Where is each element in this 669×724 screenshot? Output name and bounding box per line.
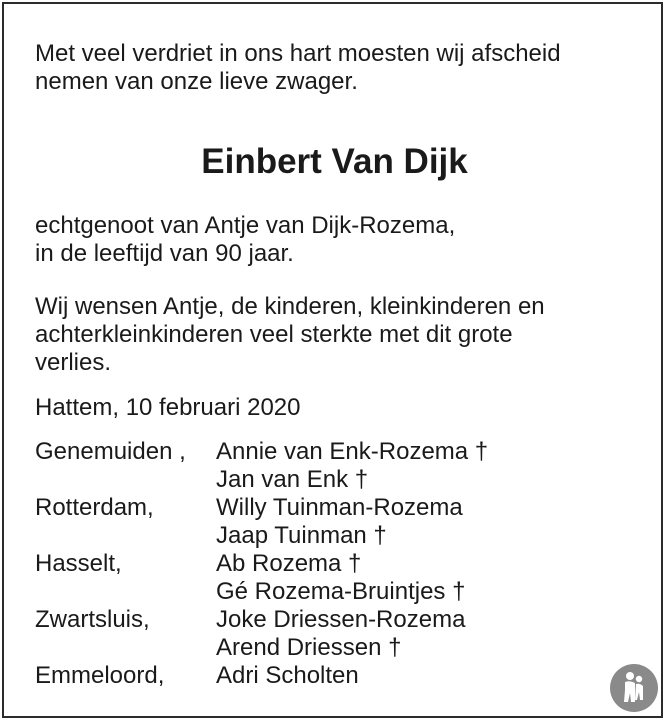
memorial-figure-icon bbox=[610, 664, 658, 712]
place-date: Hattem, 10 februari 2020 bbox=[35, 394, 301, 421]
family-place: Hasselt, bbox=[35, 550, 122, 577]
family-place: Genemuiden , bbox=[35, 438, 186, 465]
family-name: Adri Scholten bbox=[216, 662, 359, 689]
family-place: Emmeloord, bbox=[35, 662, 165, 689]
family-place: Rotterdam, bbox=[35, 494, 154, 521]
family-name: Gé Rozema-Bruintjes † bbox=[216, 578, 466, 605]
wishes-line-1: Wij wensen Antje, de kinderen, kleinkinderen en bbox=[35, 293, 545, 320]
deceased-name: Einbert Van Dijk bbox=[201, 142, 468, 181]
family-name: Jan van Enk † bbox=[216, 466, 369, 493]
family-name: Ab Rozema † bbox=[216, 550, 362, 577]
wishes-line-2: achterkleinkinderen veel sterkte met dit grote bbox=[35, 321, 513, 348]
family-name: Arend Driessen † bbox=[216, 634, 402, 661]
family-name: Willy Tuinman-Rozema bbox=[216, 494, 463, 521]
wishes-line-3: verlies. bbox=[35, 349, 112, 376]
family-name: Annie van Enk-Rozema † bbox=[216, 438, 489, 465]
intro-line-1: Met veel verdriet in ons hart moesten wij afscheid bbox=[35, 40, 561, 67]
intro-line-2: nemen van onze lieve zwager. bbox=[35, 68, 358, 95]
details-line-2: in de leeftijd van 90 jaar. bbox=[35, 240, 294, 267]
family-name: Jaap Tuinman † bbox=[216, 522, 387, 549]
family-name: Joke Driessen-Rozema bbox=[216, 606, 466, 633]
details-line-1: echtgenoot van Antje van Dijk-Rozema, bbox=[35, 212, 456, 239]
family-place: Zwartsluis, bbox=[35, 606, 150, 633]
